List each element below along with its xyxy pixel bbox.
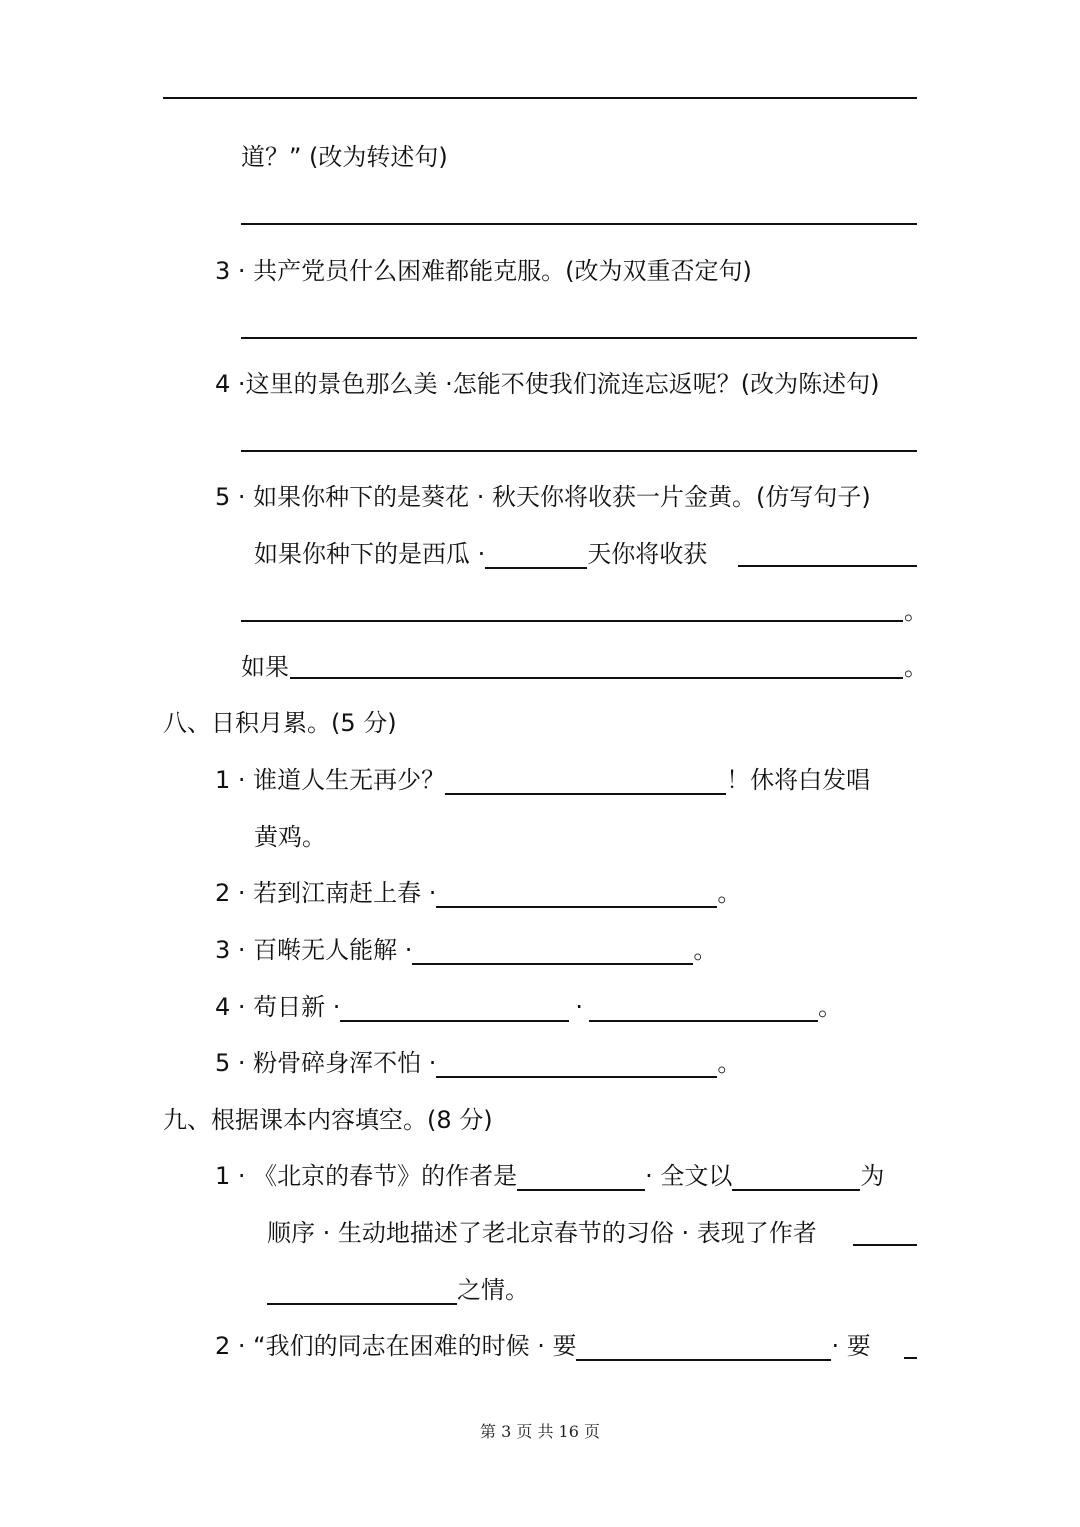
q7-item5-line-a <box>254 539 707 569</box>
s9-q1-a: 1 · 《北京的春节》的作者是 <box>215 1162 518 1190</box>
s8-q1-a: 1 · 谁道人生无再少？ <box>215 766 446 794</box>
s8-q2 <box>215 878 741 908</box>
q7-item4: 4 ·这里的景色那么美 ·怎能不使我们流连忘返呢？(改为陈述句) <box>215 370 880 398</box>
s9-q1 <box>215 1161 884 1191</box>
s8-q4-mid: · <box>575 993 584 1021</box>
answer-line[interactable] <box>241 450 917 452</box>
blank-s9-q2-a[interactable] <box>576 1333 831 1361</box>
s8-q4-end: 。 <box>818 993 843 1021</box>
s8-q1-c: 黄鸡。 <box>254 823 326 851</box>
s8-q4-text: 4 · 苟日新 · <box>215 993 341 1021</box>
answer-line[interactable] <box>241 337 917 339</box>
s8-q3 <box>215 935 717 965</box>
s8-q3-end: 。 <box>693 936 718 964</box>
blank-s8-q5[interactable] <box>436 1050 717 1078</box>
s9-q1-c: 为 <box>860 1162 885 1190</box>
blank-s8-q4-a[interactable] <box>340 994 569 1022</box>
answer-line[interactable] <box>241 620 903 622</box>
s8-q2-text: 2 · 若到江南赶上春 · <box>215 879 437 907</box>
s9-q1-line3 <box>267 1275 529 1305</box>
q7-item5-b-text: 天你将收获 <box>587 540 708 568</box>
s9-q1-d: 顺序 · 生动地描述了老北京春节的习俗 · 表现了作者 <box>267 1219 817 1247</box>
q7-item5-a-text: 如果你种下的是西瓜 · <box>254 540 486 568</box>
q7-item5-c-end: 。 <box>904 653 928 681</box>
s8-q5-text: 5 · 粉骨碎身浑不怕 · <box>215 1049 437 1077</box>
blank-season[interactable] <box>485 541 587 569</box>
s9-q1-line2 <box>267 1218 817 1248</box>
s9-q2-a: 2 · “我们的同志在困难的时候 · 要 <box>215 1332 577 1360</box>
blank-s9-order[interactable] <box>732 1163 860 1191</box>
s8-q1 <box>215 765 870 795</box>
s8-q2-end: 。 <box>717 879 742 907</box>
s9-q1-e: 之情。 <box>457 1276 529 1304</box>
answer-line[interactable] <box>241 223 917 225</box>
q7-item5-end: 。 <box>904 597 928 625</box>
blank-ifclause[interactable] <box>290 677 903 679</box>
q7-item2-tail: 道？” (改为转述句) <box>241 143 448 171</box>
s9-q2 <box>215 1331 871 1361</box>
blank-harvest[interactable] <box>738 565 917 567</box>
q7-item3: 3 · 共产党员什么困难都能克服。(改为双重否定句) <box>215 257 752 285</box>
blank-s8-q1[interactable] <box>445 767 726 795</box>
blank-s9-author[interactable] <box>517 1163 645 1191</box>
s8-q5-end: 。 <box>717 1049 742 1077</box>
q7-item5: 5 · 如果你种下的是葵花 · 秋天你将收获一片金黄。(仿写句子) <box>215 483 871 511</box>
blank-s9-feeling-b[interactable] <box>267 1277 457 1305</box>
s8-q5 <box>215 1048 741 1078</box>
blank-s9-q2-b[interactable] <box>904 1357 917 1359</box>
s8-q4 <box>215 992 842 1022</box>
s9-q2-b: · 要 <box>831 1332 871 1360</box>
blank-s9-feeling-a[interactable] <box>853 1244 917 1246</box>
s9-q1-b: · 全文以 <box>645 1162 733 1190</box>
page-number: 第 3 页 共 16 页 <box>480 1422 600 1441</box>
s8-q1-b: ！休将白发唱 <box>726 766 871 794</box>
blank-s8-q2[interactable] <box>436 880 717 908</box>
blank-s8-q3[interactable] <box>412 937 693 965</box>
blank-s8-q4-b[interactable] <box>589 994 818 1022</box>
s8-q3-text: 3 · 百啭无人能解 · <box>215 936 413 964</box>
section-8-title: 八、日积月累。(5 分) <box>163 709 397 737</box>
section-9-title: 九、根据课本内容填空。(8 分) <box>163 1106 493 1134</box>
top-rule <box>163 97 917 99</box>
q7-item5-c: 如果 <box>241 653 289 681</box>
